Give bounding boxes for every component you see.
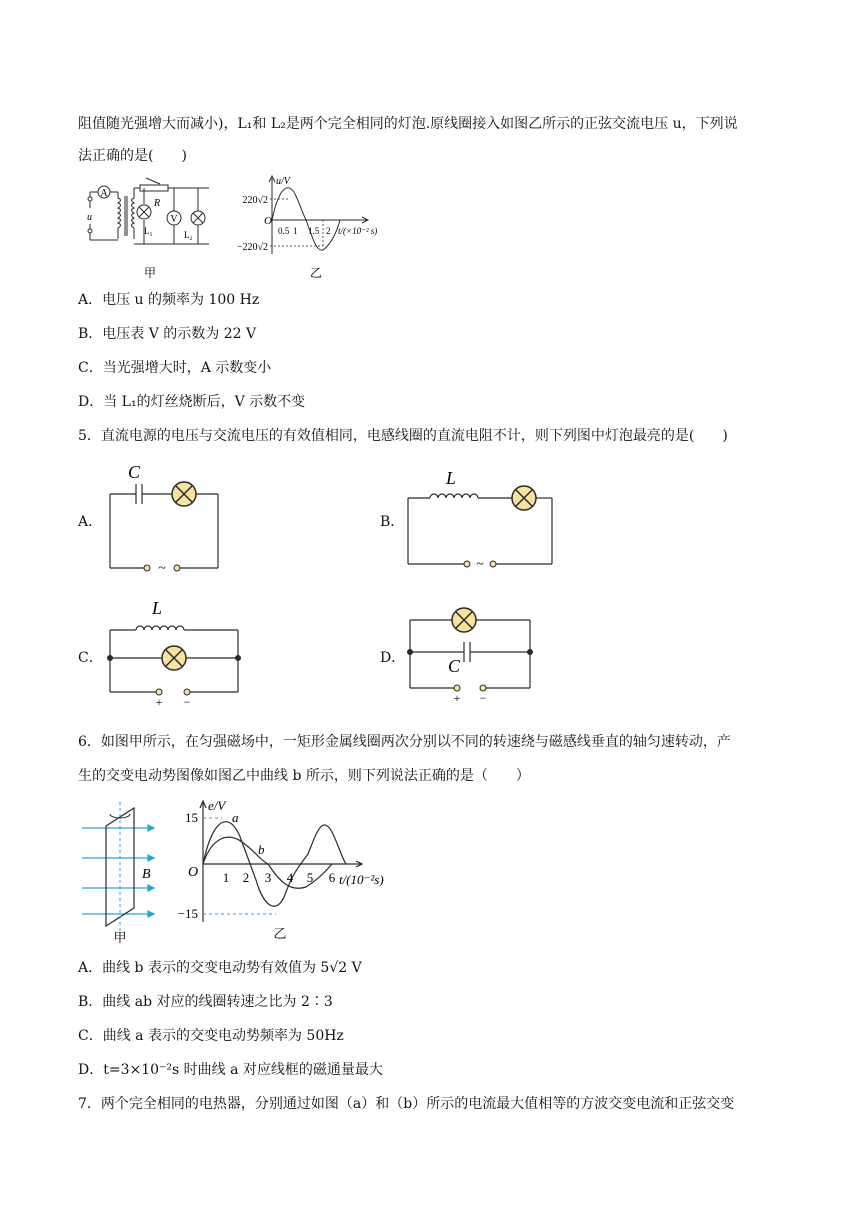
bulb2-label: L₂: [184, 230, 193, 240]
q5-circuit-a: [104, 462, 224, 578]
caption-jia: 甲: [113, 930, 127, 944]
q4-option-a: A．电压 u 的频率为 100 Hz: [78, 292, 260, 308]
ymax-label: 220√2: [242, 195, 268, 206]
origin-label: O: [264, 215, 272, 227]
ymin-label: −220√2: [236, 242, 268, 253]
ymin-label: −15: [177, 906, 198, 921]
q4-stem-line1: 阻值随光强增大而减小)，L₁和 L₂是两个完全相同的灯泡.原线圈接入如图乙所示的正弦交流电压 u，下列说: [78, 116, 738, 132]
q5-label-c: C．: [78, 650, 103, 666]
curve-a-label: a: [232, 810, 239, 825]
caption-yi: 乙: [309, 266, 323, 280]
q5-circuit-d: [404, 600, 538, 704]
voltmeter-label: V: [170, 214, 178, 225]
minus-label: −: [183, 695, 191, 708]
xtick-4: 5: [306, 870, 314, 885]
ylabel: u/V: [276, 176, 290, 187]
q5-circuit-b: [402, 466, 558, 574]
q6-option-b: B．曲线 ab 对应的线圈转速之比为 2∶3: [78, 994, 333, 1010]
field-b-label: B: [142, 867, 151, 882]
q7-stem-line1: 7．两个完全相同的电热器，分别通过如图（a）和（b）所示的电流最大值相等的方波交变电流和正弦交变: [78, 1096, 735, 1112]
origin-label: O: [188, 865, 199, 880]
minus-label: −: [479, 691, 487, 704]
q6-option-c: C．曲线 a 表示的交变电动势频率为 50Hz: [78, 1028, 344, 1044]
capacitor-label: C: [128, 462, 141, 482]
q6-figure-yi: [172, 792, 396, 944]
curve-b-label: b: [258, 842, 265, 857]
xtick-0: 1: [222, 870, 230, 885]
plus-label: +: [155, 695, 163, 708]
q4-stem-line2: 法正确的是( ): [78, 148, 187, 164]
q6-stem-line1: 6．如图甲所示，在匀强磁场中，一矩形金属线圈两次分别以不同的转速绕与磁感线垂直的轴匀速转动，产: [78, 734, 731, 750]
input-u-label: u: [87, 212, 92, 223]
q6-stem-line2: 生的交变电动势图像如图乙中曲线 b 所示，则下列说法正确的是（ ）: [78, 768, 530, 784]
q6-option-a: A．曲线 b 表示的交变电动势有效值为 5√2 V: [78, 960, 362, 976]
xtick-3: 2: [326, 226, 331, 236]
xtick-3: 4: [286, 870, 294, 885]
xtick-1: 2: [242, 870, 250, 885]
ammeter-label: A: [100, 188, 108, 199]
ylabel: e/V: [208, 798, 226, 813]
bulb1-label: L₁: [144, 226, 153, 236]
ac-symbol: ~: [158, 561, 166, 576]
plus-label: +: [453, 691, 461, 704]
xtick-2: 1.5: [308, 226, 320, 236]
xtick-2: 3: [264, 870, 272, 885]
q4-figure-jia: [78, 176, 218, 284]
ymax-label: 15: [185, 810, 198, 825]
q4-option-b: B．电压表 V 的示数为 22 V: [78, 326, 257, 342]
q6-option-d: D．t=3×10⁻²s 时曲线 a 对应线框的磁通量最大: [78, 1062, 383, 1078]
caption-jia: 甲: [143, 266, 157, 280]
q6-figure-jia: [78, 800, 168, 944]
q4-option-c: C．当光强增大时，A 示数变小: [78, 360, 272, 376]
xtick-0: 0.5: [278, 226, 290, 236]
q4-option-d: D．当 L₁的灯丝烧断后，V 示数不变: [78, 394, 306, 410]
inductor-label: L: [446, 468, 457, 488]
inductor-label: L: [152, 598, 163, 618]
q5-label-b: B．: [380, 514, 405, 530]
capacitor-label: C: [448, 656, 461, 676]
xtick-1: 1: [293, 226, 298, 236]
q5-circuit-c: [104, 596, 246, 708]
q5-label-d: D．: [380, 650, 406, 666]
ac-symbol: ~: [476, 557, 484, 572]
xlabel: t/(10⁻²s): [339, 872, 384, 887]
resistor-label: R: [154, 198, 161, 209]
q5-label-a: A．: [78, 514, 103, 530]
xlabel: t/(×10⁻² s): [338, 226, 378, 236]
q4-figure-yi: [228, 172, 408, 284]
xtick-5: 6: [328, 870, 336, 885]
q5-stem: 5．直流电源的电压与交流电压的有效值相同，电感线圈的直流电阻不计，则下列图中灯泡最亮的是( ): [78, 428, 728, 444]
caption-yi: 乙: [273, 926, 287, 941]
